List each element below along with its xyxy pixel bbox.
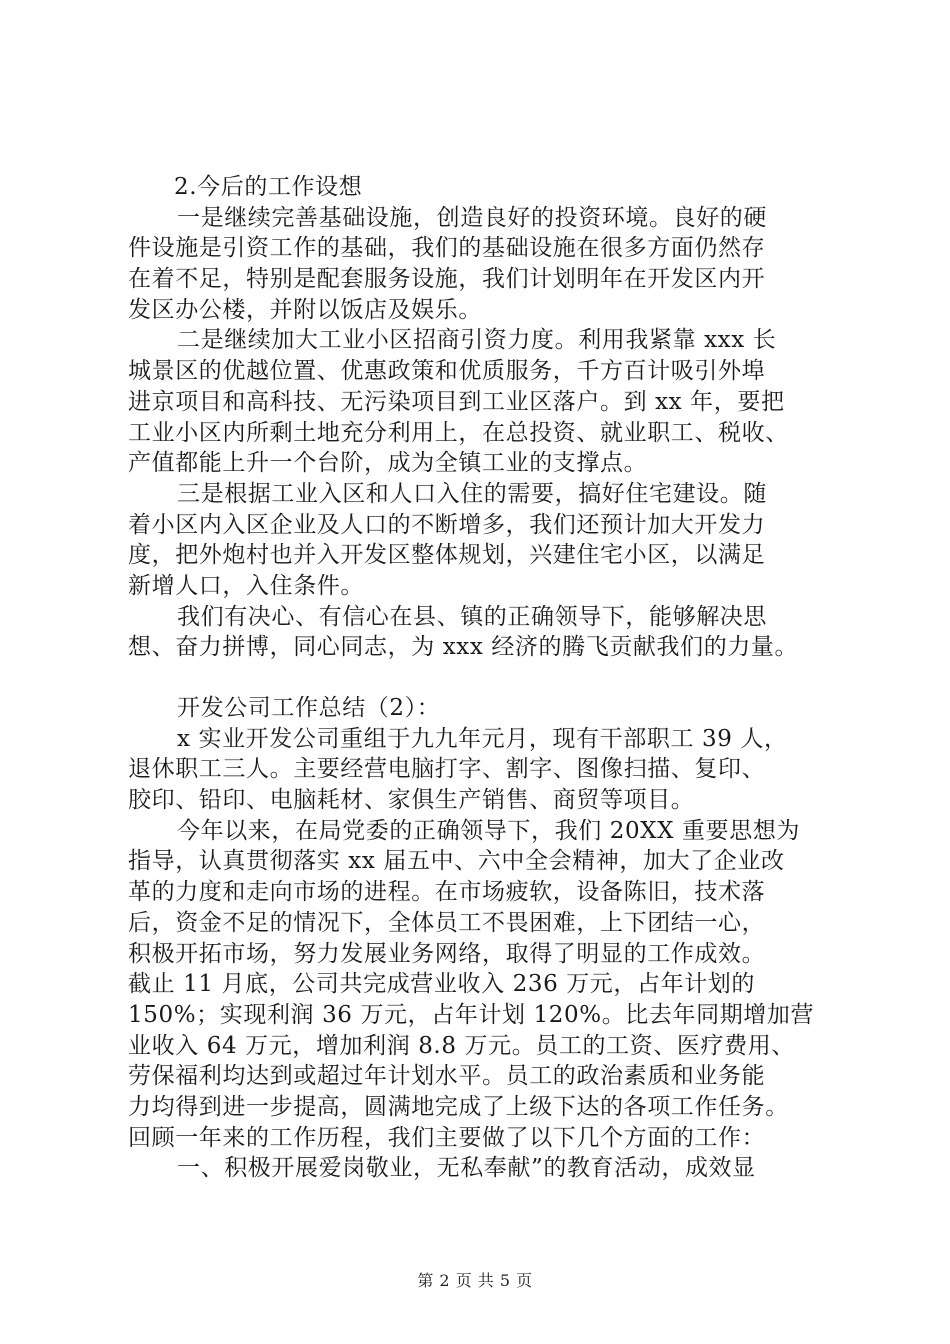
- text-line: 着小区内入区企业及人口的不断增多，我们还预计加大开发力: [128, 511, 766, 538]
- text-line: 二是继续加大工业小区招商引资力度。利用我紧靠 xxx 长: [177, 327, 777, 354]
- text-line: 胶印、铅印、电脑耗材、家俱生产销售、商贸等项目。: [128, 787, 695, 814]
- paragraph: [128, 1153, 828, 1184]
- text-line: 发区办公楼，并附以饭店及娱乐。: [128, 296, 482, 323]
- paragraph: [128, 203, 828, 326]
- text-line: 指导，认真贯彻落实 xx 届五中、六中全会精神，加大了企业改: [128, 848, 785, 875]
- text-line: 产值都能上升一个台阶，成为全镇工业的支撑点。: [128, 450, 648, 477]
- text-line: x 实业开发公司重组于九九年元月，现有干部职工 39 人，: [177, 725, 788, 752]
- page-number-footer: 第 2 页 共 5 页: [417, 1271, 533, 1290]
- text-line: 城景区的优越位置、优惠政策和优质服务，千方百计吸引外埠: [128, 358, 766, 385]
- text-line: 截止 11 月底，公司共完成营业收入 236 万元，占年计划的: [128, 971, 756, 998]
- paragraph: [128, 325, 828, 478]
- text-line: 劳保福利均达到或超过年计划水平。员工的政治素质和业务能: [128, 1063, 766, 1090]
- text-line: 度，把外炮村也并入开发区整体规划，兴建住宅小区，以满足: [128, 542, 766, 569]
- text-line: 一是继续完善基础设施，创造良好的投资环境。良好的硬: [177, 204, 767, 231]
- text-line: 件设施是引资工作的基础，我们的基础设施在很多方面仍然存: [128, 235, 766, 262]
- text-line: 今年以来，在局党委的正确领导下，我们 20XX 重要思想为: [177, 817, 801, 844]
- text-line: 工业小区内所剩土地充分利用上，在总投资、就业职工、税收、: [128, 419, 789, 446]
- text-line: 在着不足，特别是配套服务设施，我们计划明年在开发区内开: [128, 266, 766, 293]
- text-line: 进京项目和高科技、无污染项目到工业区落户。到 xx 年，要把: [128, 388, 785, 415]
- document-body: [128, 172, 828, 1184]
- text-line: 我们有决心、有信心在县、镇的正确领导下，能够解决思: [177, 603, 767, 630]
- text-line: 想、奋力拼博，同心同志，为 xxx 经济的腾飞贡献我们的力量。: [128, 634, 799, 661]
- section-heading: 开发公司工作总结（2）：: [177, 695, 441, 721]
- paragraph: [128, 724, 828, 816]
- text-line: 革的力度和走向市场的进程。在市场疲软，设备陈旧，技术落: [128, 879, 766, 906]
- text-line: 退休职工三人。主要经营电脑打字、割字、图像扫描、复印、: [128, 756, 766, 783]
- text-line: 后，资金不足的情况下，全体员工不畏困难，上下团结一心，: [128, 909, 766, 936]
- text-line: 三是根据工业入区和人口入住的需要，搞好住宅建设。随: [177, 480, 767, 507]
- spacer: [128, 663, 828, 693]
- text-line: 150%；实现利润 36 万元，占年计划 120%。比去年同期增加营: [128, 1001, 815, 1028]
- section-heading: 2.今后的工作设想: [174, 174, 363, 200]
- text-line: 回顾一年来的工作历程，我们主要做了以下几个方面的工作：: [128, 1124, 766, 1151]
- paragraph: [128, 816, 828, 1154]
- text-line: 一、积极开展爱岗敬业，无私奉献”的教育活动，成效显: [177, 1155, 756, 1182]
- text-line: 积极开拓市场，努力发展业务网络，取得了明显的工作成效。: [128, 940, 766, 967]
- text-line: 业收入 64 万元，增加利润 8.8 万元。员工的工资、医疗费用、: [128, 1032, 795, 1059]
- paragraph: [128, 479, 828, 602]
- text-line: 新增人口，入住条件。: [128, 572, 364, 599]
- text-line: 力均得到进一步提高，圆满地完成了上级下达的各项工作任务。: [128, 1093, 789, 1120]
- paragraph: [128, 602, 828, 663]
